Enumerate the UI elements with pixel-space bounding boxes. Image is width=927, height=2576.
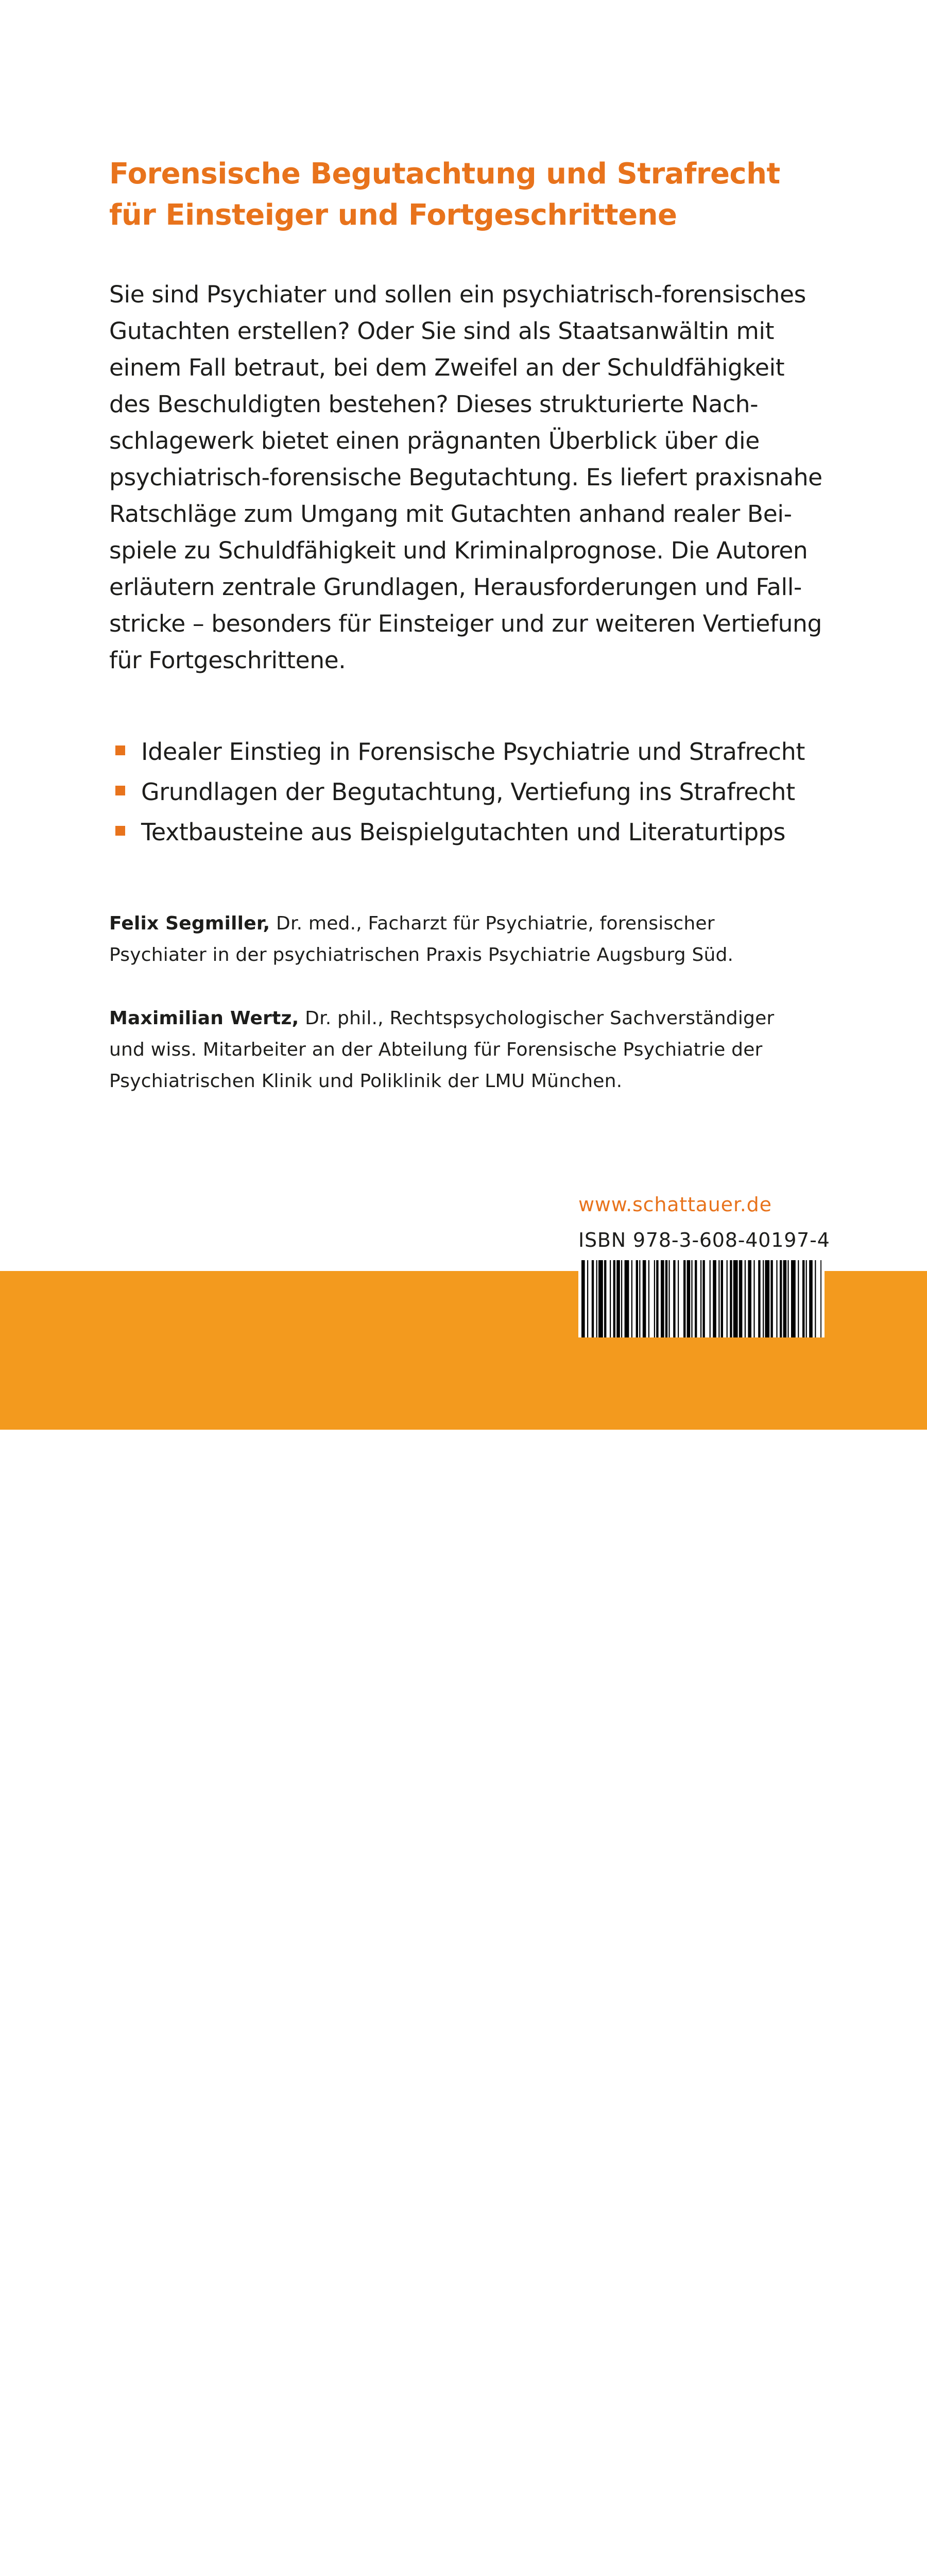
barcode-bar	[631, 1260, 632, 1337]
author-name: Maximilian Wertz,	[109, 1008, 299, 1029]
feature-text: Grundlagen der Begutachtung, Vertiefung ins Strafrecht	[141, 778, 795, 806]
intro-line: psychiatrisch-forensische Begutachtung. Es liefert praxisnahe	[109, 464, 822, 491]
headline-line-1: Forensische Begutachtung und Strafrecht	[109, 157, 780, 191]
author-name: Felix Segmiller,	[109, 913, 270, 934]
barcode-bar	[581, 1260, 585, 1337]
barcode-bar	[598, 1260, 603, 1337]
feature-item	[109, 812, 871, 852]
intro-line: des Beschuldigten bestehen? Dieses strukturierte Nach-	[109, 391, 759, 418]
barcode-bar	[668, 1260, 670, 1337]
bullet-square-icon	[115, 745, 125, 755]
barcode-bar	[587, 1260, 588, 1337]
barcode-bar	[643, 1260, 646, 1337]
barcode-bar	[673, 1260, 675, 1337]
barcode-bar	[639, 1260, 640, 1337]
feature-text: Textbausteine aus Beispielgutachten und Literaturtipps	[141, 818, 786, 846]
barcode-bar	[661, 1260, 664, 1337]
barcode-bar	[691, 1260, 692, 1337]
isbn-barcode	[578, 1260, 825, 1337]
barcode-bar	[648, 1260, 649, 1337]
barcode-bar	[815, 1260, 816, 1337]
barcode-bar	[610, 1260, 611, 1337]
barcode-bar	[758, 1260, 760, 1337]
intro-line: einem Fall betraut, bei dem Zweifel an der Schuldfähigkeit	[109, 354, 785, 381]
barcode-bar	[596, 1260, 597, 1337]
author-bio-text: Dr. phil., Rechtspsychologischer Sachverständiger	[299, 1008, 775, 1029]
barcode-bar	[678, 1260, 679, 1337]
barcode-bar	[733, 1260, 738, 1337]
barcode-bar	[770, 1260, 772, 1337]
feature-list	[109, 732, 871, 852]
barcode-bar	[656, 1260, 658, 1337]
author-bio-line: Psychiater in der psychiatrischen Praxis Psychiatrie Augsburg Süd.	[109, 944, 734, 965]
intro-line: stricke – besonders für Einsteiger und zur weiteren Vertiefung	[109, 610, 822, 637]
barcode-bar	[802, 1260, 804, 1337]
intro-line: für Fortgeschrittene.	[109, 647, 346, 674]
barcode-bar	[721, 1260, 723, 1337]
barcode-bar	[718, 1260, 719, 1337]
barcode-bar	[592, 1260, 594, 1337]
author-bio-line	[109, 1003, 871, 1034]
barcode-bar	[763, 1260, 764, 1337]
bullet-square-icon	[115, 826, 125, 836]
author-bio-segmiller	[109, 908, 871, 971]
barcode-bar	[621, 1260, 622, 1337]
barcode-bar	[700, 1260, 701, 1337]
intro-line: erläutern zentrale Grundlagen, Herausforderungen und Fall-	[109, 573, 802, 601]
barcode-bar	[687, 1260, 691, 1337]
author-bio-line: Psychiatrischen Klinik und Poliklinik der LMU München.	[109, 1071, 623, 1092]
barcode-bar	[798, 1260, 799, 1337]
barcode-bar	[613, 1260, 615, 1337]
barcode-bar	[695, 1260, 697, 1337]
barcode-bar	[783, 1260, 787, 1337]
barcode-bar	[765, 1260, 769, 1337]
barcode-bar	[713, 1260, 716, 1337]
publisher-url-link[interactable]: www.schattauer.de	[578, 1193, 772, 1216]
barcode-bar	[791, 1260, 796, 1337]
isbn-label: ISBN 978-3-608-40197-4	[578, 1229, 830, 1251]
intro-line: Sie sind Psychiater und sollen ein psychiatrisch-forensisches	[109, 281, 806, 308]
feature-item	[109, 732, 871, 772]
intro-paragraph	[109, 276, 871, 679]
barcode-bar	[665, 1260, 667, 1337]
intro-line: spiele zu Schuldfähigkeit und Kriminalprognose. Die Autoren	[109, 537, 808, 564]
barcode-bar	[604, 1260, 606, 1337]
barcode-bar	[654, 1260, 655, 1337]
barcode-bar	[748, 1260, 751, 1337]
headline-line-2: für Einsteiger und Fortgeschrittene	[109, 198, 677, 232]
intro-line: Ratschläge zum Umgang mit Gutachten anhand realer Bei-	[109, 500, 792, 528]
barcode-bar	[787, 1260, 788, 1337]
intro-line: schlagewerk bietet einen prägnanten Überblick über die	[109, 427, 760, 454]
feature-item	[109, 772, 871, 812]
barcode-bar	[809, 1260, 813, 1337]
barcode-bar	[776, 1260, 777, 1337]
author-bio-text: Dr. med., Facharzt für Psychiatrie, forensischer	[270, 913, 715, 934]
barcode-bar	[806, 1260, 807, 1337]
barcode-bar	[820, 1260, 821, 1337]
barcode-bar	[710, 1260, 711, 1337]
barcode-bar	[616, 1260, 620, 1337]
barcode-bar	[780, 1260, 782, 1337]
barcode-bar	[730, 1260, 732, 1337]
barcode-bar	[636, 1260, 638, 1337]
author-bio-line: und wiss. Mitarbeiter an der Abteilung für Forensische Psychiatrie der	[109, 1039, 763, 1060]
author-bio-wertz	[109, 1003, 871, 1097]
barcode-bar	[702, 1260, 705, 1337]
intro-line: Gutachten erstellen? Oder Sie sind als Staatsanwältin mit	[109, 317, 775, 345]
barcode-bar	[625, 1260, 629, 1337]
barcode-bar	[739, 1260, 743, 1337]
barcode-bar	[753, 1260, 754, 1337]
feature-text: Idealer Einstieg in Forensische Psychiatrie und Strafrecht	[141, 738, 805, 766]
bullet-square-icon	[115, 786, 125, 795]
barcode-bar	[727, 1260, 728, 1337]
author-bio-line	[109, 908, 871, 939]
headline	[109, 154, 856, 236]
barcode-bar	[683, 1260, 685, 1337]
barcode-bar	[745, 1260, 746, 1337]
